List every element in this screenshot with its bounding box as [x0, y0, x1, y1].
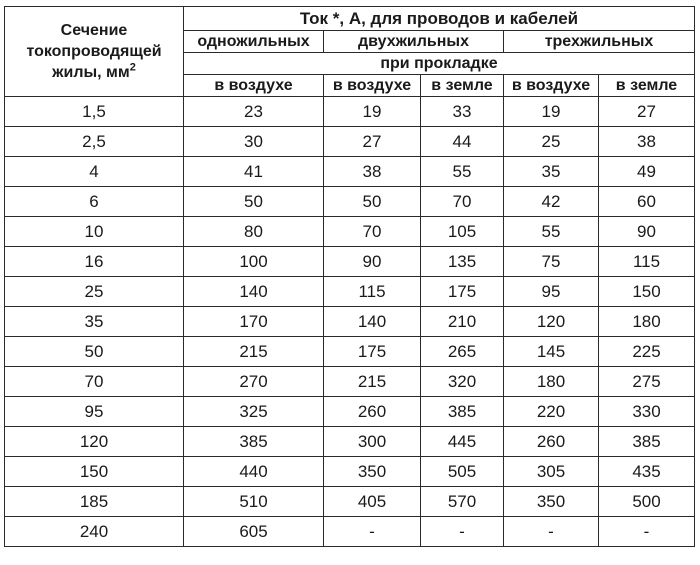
- two-ground-cell: 105: [421, 217, 504, 247]
- single-air-cell: 23: [184, 97, 324, 127]
- three-air-cell: 220: [504, 397, 599, 427]
- table-row: [5, 127, 695, 157]
- three-core-header: трехжильных: [504, 31, 695, 53]
- table-header: [5, 7, 695, 97]
- section-cell: 16: [5, 247, 184, 277]
- table-body: [5, 97, 695, 547]
- section-header-line2: токопроводящей: [26, 43, 162, 60]
- three-air-cell: 120: [504, 307, 599, 337]
- three-ground-cell: 225: [599, 337, 695, 367]
- section-cell: 2,5: [5, 127, 184, 157]
- single-air-cell: 30: [184, 127, 324, 157]
- two-air-cell: 175: [324, 337, 421, 367]
- three-ground-cell: 115: [599, 247, 695, 277]
- two-ground-cell: 320: [421, 367, 504, 397]
- two-air-cell: 27: [324, 127, 421, 157]
- three-air-cell: 35: [504, 157, 599, 187]
- three-ground-cell: -: [599, 517, 695, 547]
- table-row: [5, 277, 695, 307]
- two-core-header: двухжильных: [324, 31, 504, 53]
- section-cell: 70: [5, 367, 184, 397]
- single-air-header: в воздухе: [184, 75, 324, 97]
- section-header: [5, 7, 184, 97]
- three-ground-cell: 500: [599, 487, 695, 517]
- two-air-cell: 19: [324, 97, 421, 127]
- table-row: [5, 307, 695, 337]
- two-ground-cell: -: [421, 517, 504, 547]
- two-ground-header: в земле: [421, 75, 504, 97]
- single-core-header: одножильных: [184, 31, 324, 53]
- three-air-cell: -: [504, 517, 599, 547]
- single-air-cell: 80: [184, 217, 324, 247]
- two-air-cell: 405: [324, 487, 421, 517]
- section-header-line1: Сечение: [60, 22, 128, 39]
- table-row: [5, 337, 695, 367]
- single-air-cell: 605: [184, 517, 324, 547]
- section-cell: 50: [5, 337, 184, 367]
- section-cell: 95: [5, 397, 184, 427]
- three-ground-cell: 180: [599, 307, 695, 337]
- table-row: [5, 427, 695, 457]
- three-air-cell: 260: [504, 427, 599, 457]
- section-cell: 10: [5, 217, 184, 247]
- section-cell: 6: [5, 187, 184, 217]
- three-ground-cell: 150: [599, 277, 695, 307]
- two-ground-cell: 210: [421, 307, 504, 337]
- three-ground-cell: 38: [599, 127, 695, 157]
- three-ground-cell: 275: [599, 367, 695, 397]
- current-header: Ток *, А, для проводов и кабелей: [184, 7, 695, 31]
- three-air-cell: 350: [504, 487, 599, 517]
- section-cell: 25: [5, 277, 184, 307]
- section-cell: 150: [5, 457, 184, 487]
- table-row: [5, 157, 695, 187]
- two-air-cell: 50: [324, 187, 421, 217]
- three-air-cell: 42: [504, 187, 599, 217]
- two-air-cell: 38: [324, 157, 421, 187]
- single-air-cell: 41: [184, 157, 324, 187]
- current-table: [4, 6, 695, 547]
- section-cell: 185: [5, 487, 184, 517]
- table-row: [5, 217, 695, 247]
- single-air-cell: 170: [184, 307, 324, 337]
- two-air-cell: 350: [324, 457, 421, 487]
- single-air-cell: 385: [184, 427, 324, 457]
- section-header-superscript: 2: [129, 61, 136, 74]
- three-ground-cell: 27: [599, 97, 695, 127]
- single-air-cell: 215: [184, 337, 324, 367]
- two-ground-cell: 265: [421, 337, 504, 367]
- table-row: [5, 247, 695, 277]
- section-header-line3: жилы, мм: [52, 64, 130, 81]
- table-row: [5, 457, 695, 487]
- three-air-cell: 75: [504, 247, 599, 277]
- three-air-cell: 55: [504, 217, 599, 247]
- two-air-cell: 260: [324, 397, 421, 427]
- two-ground-cell: 385: [421, 397, 504, 427]
- section-cell: 4: [5, 157, 184, 187]
- single-air-cell: 510: [184, 487, 324, 517]
- table-row: [5, 367, 695, 397]
- two-air-cell: 115: [324, 277, 421, 307]
- two-ground-cell: 55: [421, 157, 504, 187]
- table-row: [5, 187, 695, 217]
- three-air-cell: 25: [504, 127, 599, 157]
- single-air-cell: 440: [184, 457, 324, 487]
- two-air-cell: 300: [324, 427, 421, 457]
- three-ground-cell: 435: [599, 457, 695, 487]
- three-air-header: в воздухе: [504, 75, 599, 97]
- single-air-cell: 140: [184, 277, 324, 307]
- three-ground-cell: 90: [599, 217, 695, 247]
- three-air-cell: 305: [504, 457, 599, 487]
- three-ground-cell: 385: [599, 427, 695, 457]
- two-ground-cell: 570: [421, 487, 504, 517]
- two-ground-cell: 33: [421, 97, 504, 127]
- two-air-header: в воздухе: [324, 75, 421, 97]
- single-air-cell: 325: [184, 397, 324, 427]
- single-air-cell: 50: [184, 187, 324, 217]
- three-ground-cell: 60: [599, 187, 695, 217]
- two-ground-cell: 505: [421, 457, 504, 487]
- laying-header: при прокладке: [184, 53, 695, 75]
- table-row: [5, 97, 695, 127]
- table-row: [5, 397, 695, 427]
- three-air-cell: 95: [504, 277, 599, 307]
- table-row: [5, 517, 695, 547]
- section-cell: 1,5: [5, 97, 184, 127]
- three-air-cell: 145: [504, 337, 599, 367]
- section-cell: 35: [5, 307, 184, 337]
- two-ground-cell: 135: [421, 247, 504, 277]
- two-air-cell: 70: [324, 217, 421, 247]
- two-ground-cell: 44: [421, 127, 504, 157]
- three-ground-cell: 49: [599, 157, 695, 187]
- three-air-cell: 19: [504, 97, 599, 127]
- two-ground-cell: 175: [421, 277, 504, 307]
- three-air-cell: 180: [504, 367, 599, 397]
- two-air-cell: 90: [324, 247, 421, 277]
- two-air-cell: -: [324, 517, 421, 547]
- section-cell: 240: [5, 517, 184, 547]
- section-cell: 120: [5, 427, 184, 457]
- two-ground-cell: 70: [421, 187, 504, 217]
- single-air-cell: 100: [184, 247, 324, 277]
- single-air-cell: 270: [184, 367, 324, 397]
- two-ground-cell: 445: [421, 427, 504, 457]
- two-air-cell: 215: [324, 367, 421, 397]
- table-row: [5, 487, 695, 517]
- two-air-cell: 140: [324, 307, 421, 337]
- three-ground-header: в земле: [599, 75, 695, 97]
- three-ground-cell: 330: [599, 397, 695, 427]
